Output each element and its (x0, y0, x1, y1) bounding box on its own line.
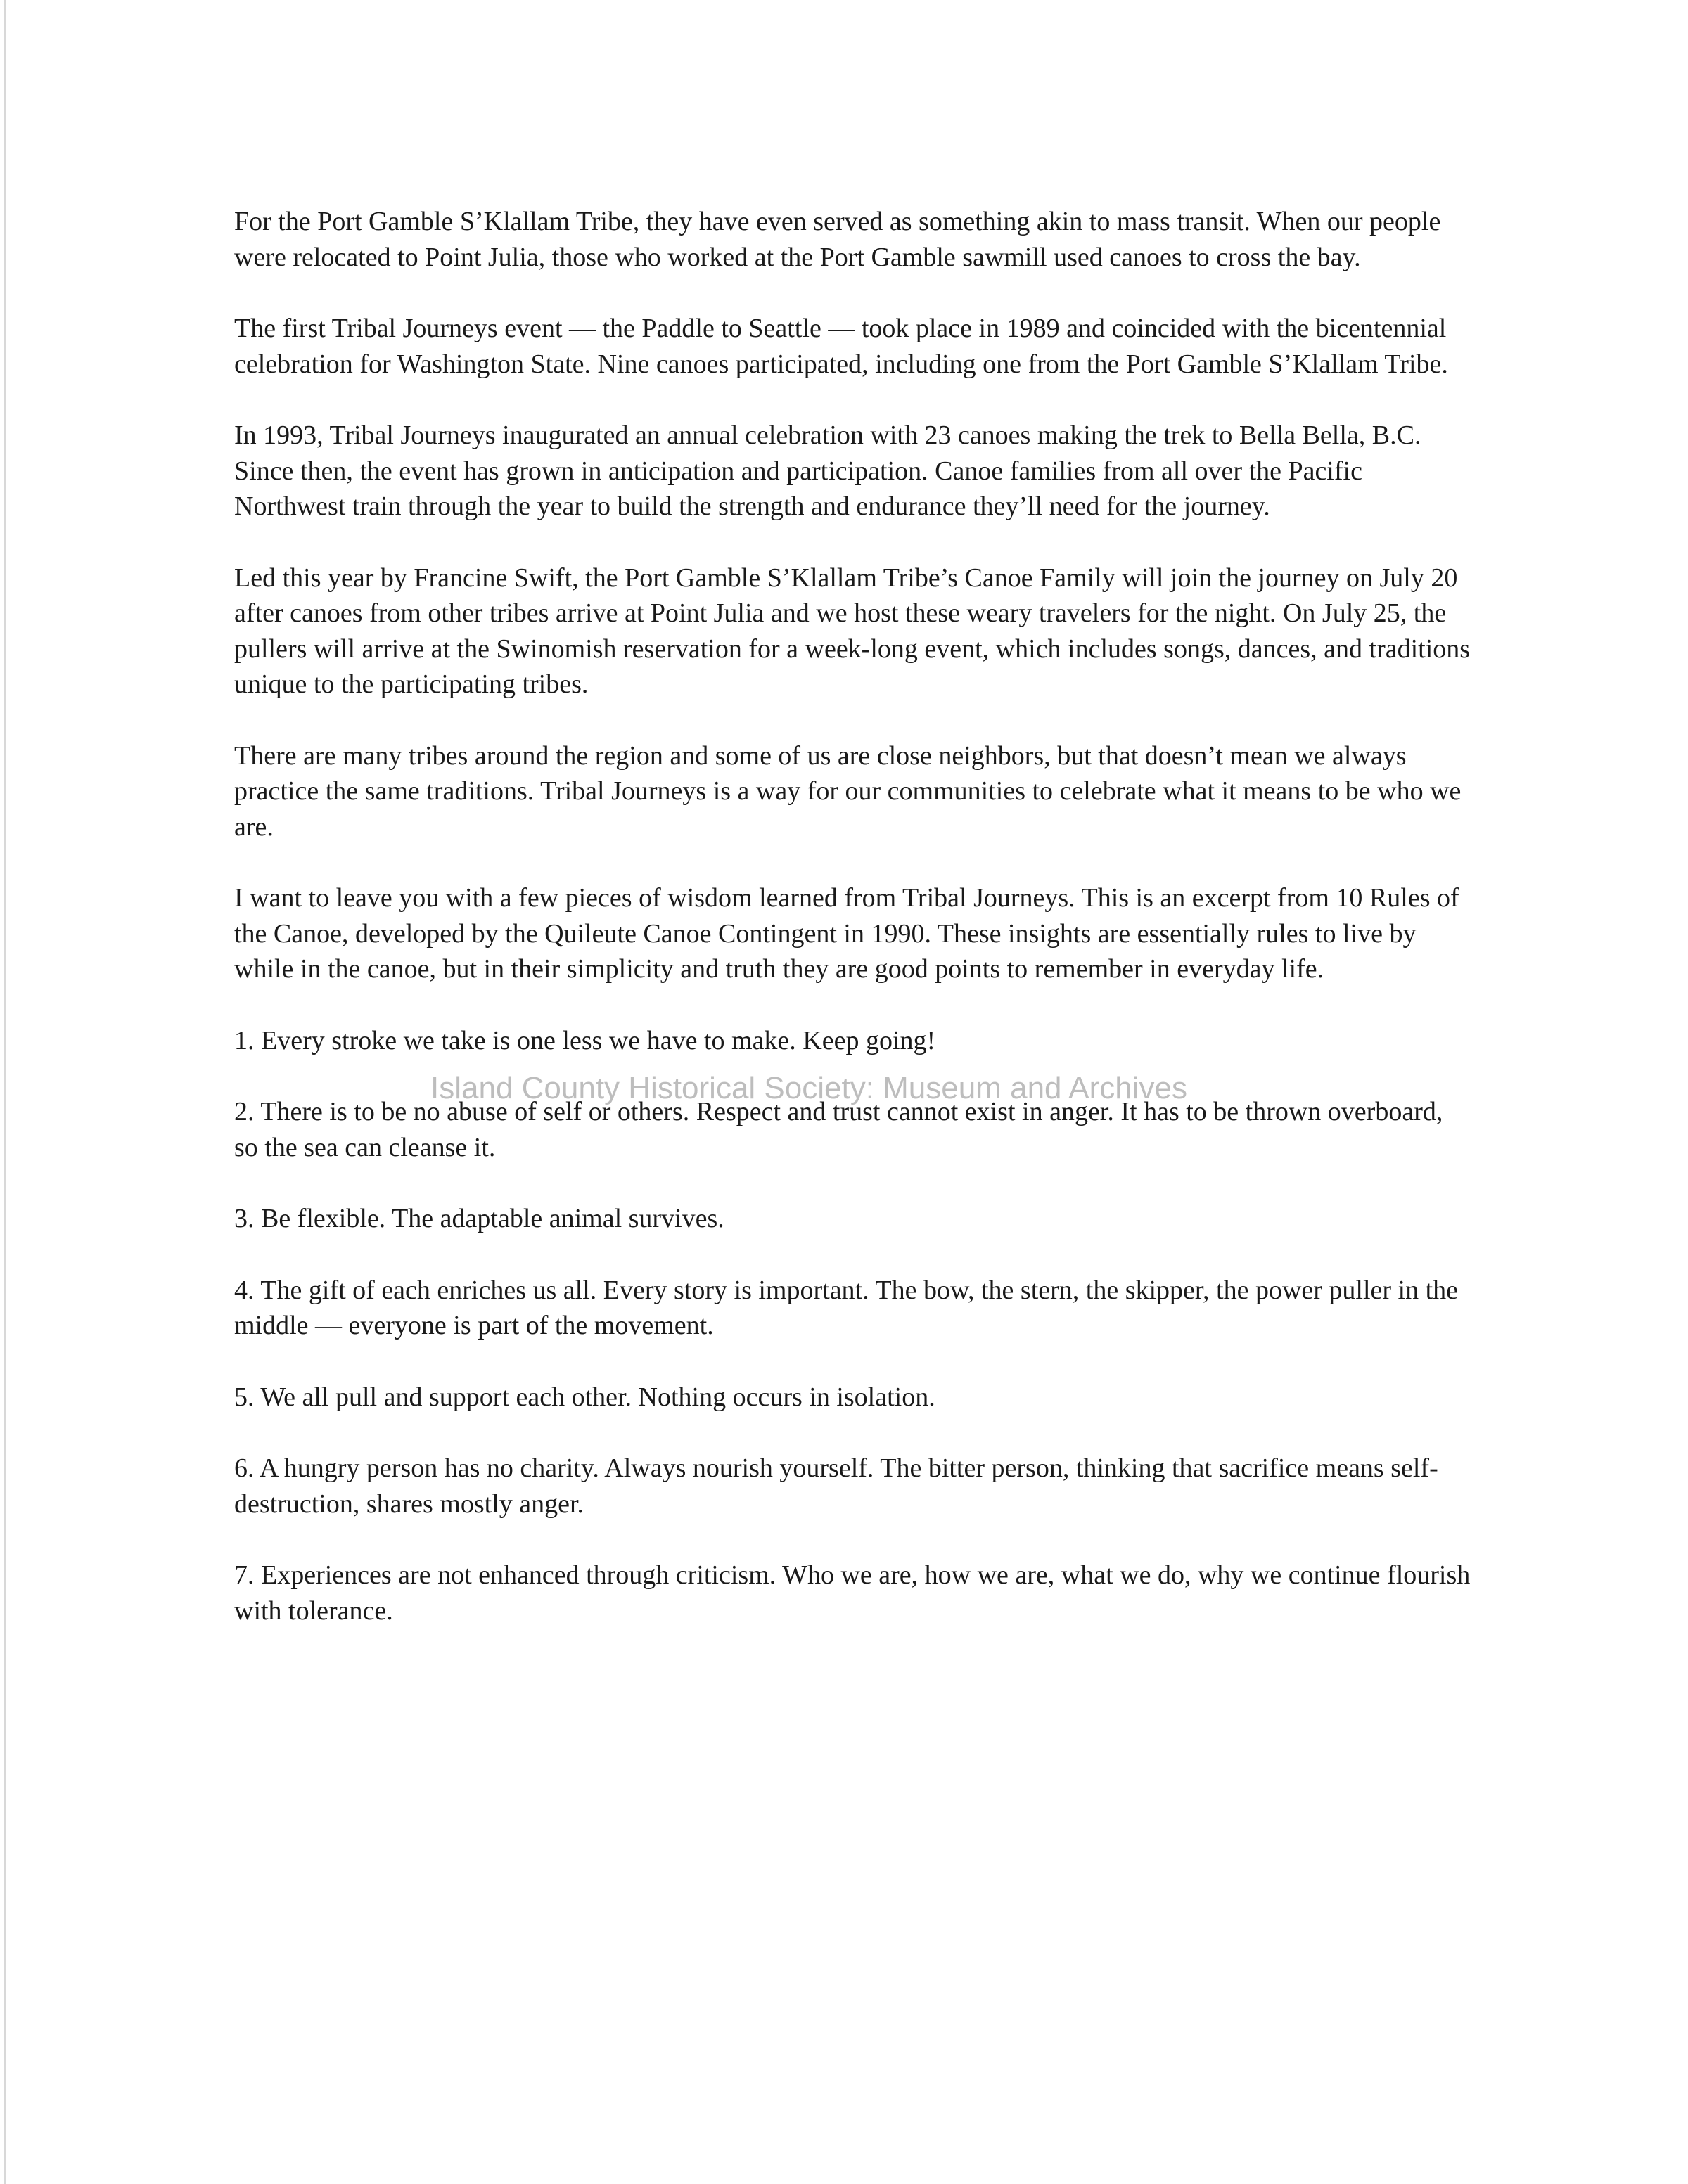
paragraph-mass-transit: For the Port Gamble S’Klallam Tribe, they have even served as something akin to mass transit. When our people were relocated to Point Julia, those who worked at the Port Gamble sawmill used canoes to cross the bay. (234, 207, 1441, 272)
rule-6: 6. A hungry person has no charity. Always nourish yourself. The bitter person, thinking that sacrifice means self-destruction, shares mostly anger. (234, 1453, 1438, 1519)
archive-watermark: Island County Historical Society: Museum and Archives (430, 1071, 1188, 1105)
rule-7: 7. Experiences are not enhanced through criticism. Who we are, how we are, what we do, why we continue flourish with tolerance. (234, 1560, 1471, 1626)
rule-1: 1. Every stroke we take is one less we have to make. Keep going! (234, 1025, 936, 1055)
paragraph-canoe-family: Led this year by Francine Swift, the Port Gamble S’Klallam Tribe’s Canoe Family will join the journey on July 20 after canoes from other tribes arrive at Point Julia and we host these weary travelers for the night. On July 25, the pullers will arrive at the Swinomish reservation for a week-long event, which includes songs, dances, and traditions unique to the participating tribes. (234, 563, 1471, 699)
rule-5: 5. We all pull and support each other. Nothing occurs in isolation. (234, 1382, 935, 1412)
rule-2: 2. There is to be no abuse of self or others. Respect and trust cannot exist in anger. It has to be thrown overboard, so the sea can cleanse it. (234, 1097, 1443, 1162)
paragraph-traditions: There are many tribes around the region and some of us are close neighbors, but that doesn’t mean we always practice the same traditions. Tribal Journeys is a way for our communities to celebrate what it means to be who we are. (234, 740, 1462, 842)
rule-3: 3. Be flexible. The adaptable animal survives. (234, 1204, 724, 1233)
scan-edge-line (4, 0, 6, 2184)
document-body (234, 204, 1472, 1664)
paragraph-wisdom-intro: I want to leave you with a few pieces of wisdom learned from Tribal Journeys. This is an excerpt from 10 Rules of the Canoe, developed by the Quileute Canoe Contingent in 1990. These insights are essentially rules to live by while in the canoe, but in their simplicity and truth they are good points to remember in everyday life. (234, 883, 1459, 984)
paragraph-first-journey: The first Tribal Journeys event — the Paddle to Seattle — took place in 1989 and coincided with the bicentennial celebration for Washington State. Nine canoes participated, including one from the Port Gamble S’Klallam Tribe. (234, 314, 1448, 379)
paragraph-annual-celebration: In 1993, Tribal Journeys inaugurated an annual celebration with 23 canoes making the trek to Bella Bella, B.C. Since then, the event has grown in anticipation and participation. Canoe families from all over the Pacific Northwest train through the year to build the strength and endurance they’ll need for the journey. (234, 420, 1421, 521)
rule-4: 4. The gift of each enriches us all. Every story is important. The bow, the stern, the skipper, the power puller in the middle — everyone is part of the movement. (234, 1275, 1459, 1340)
